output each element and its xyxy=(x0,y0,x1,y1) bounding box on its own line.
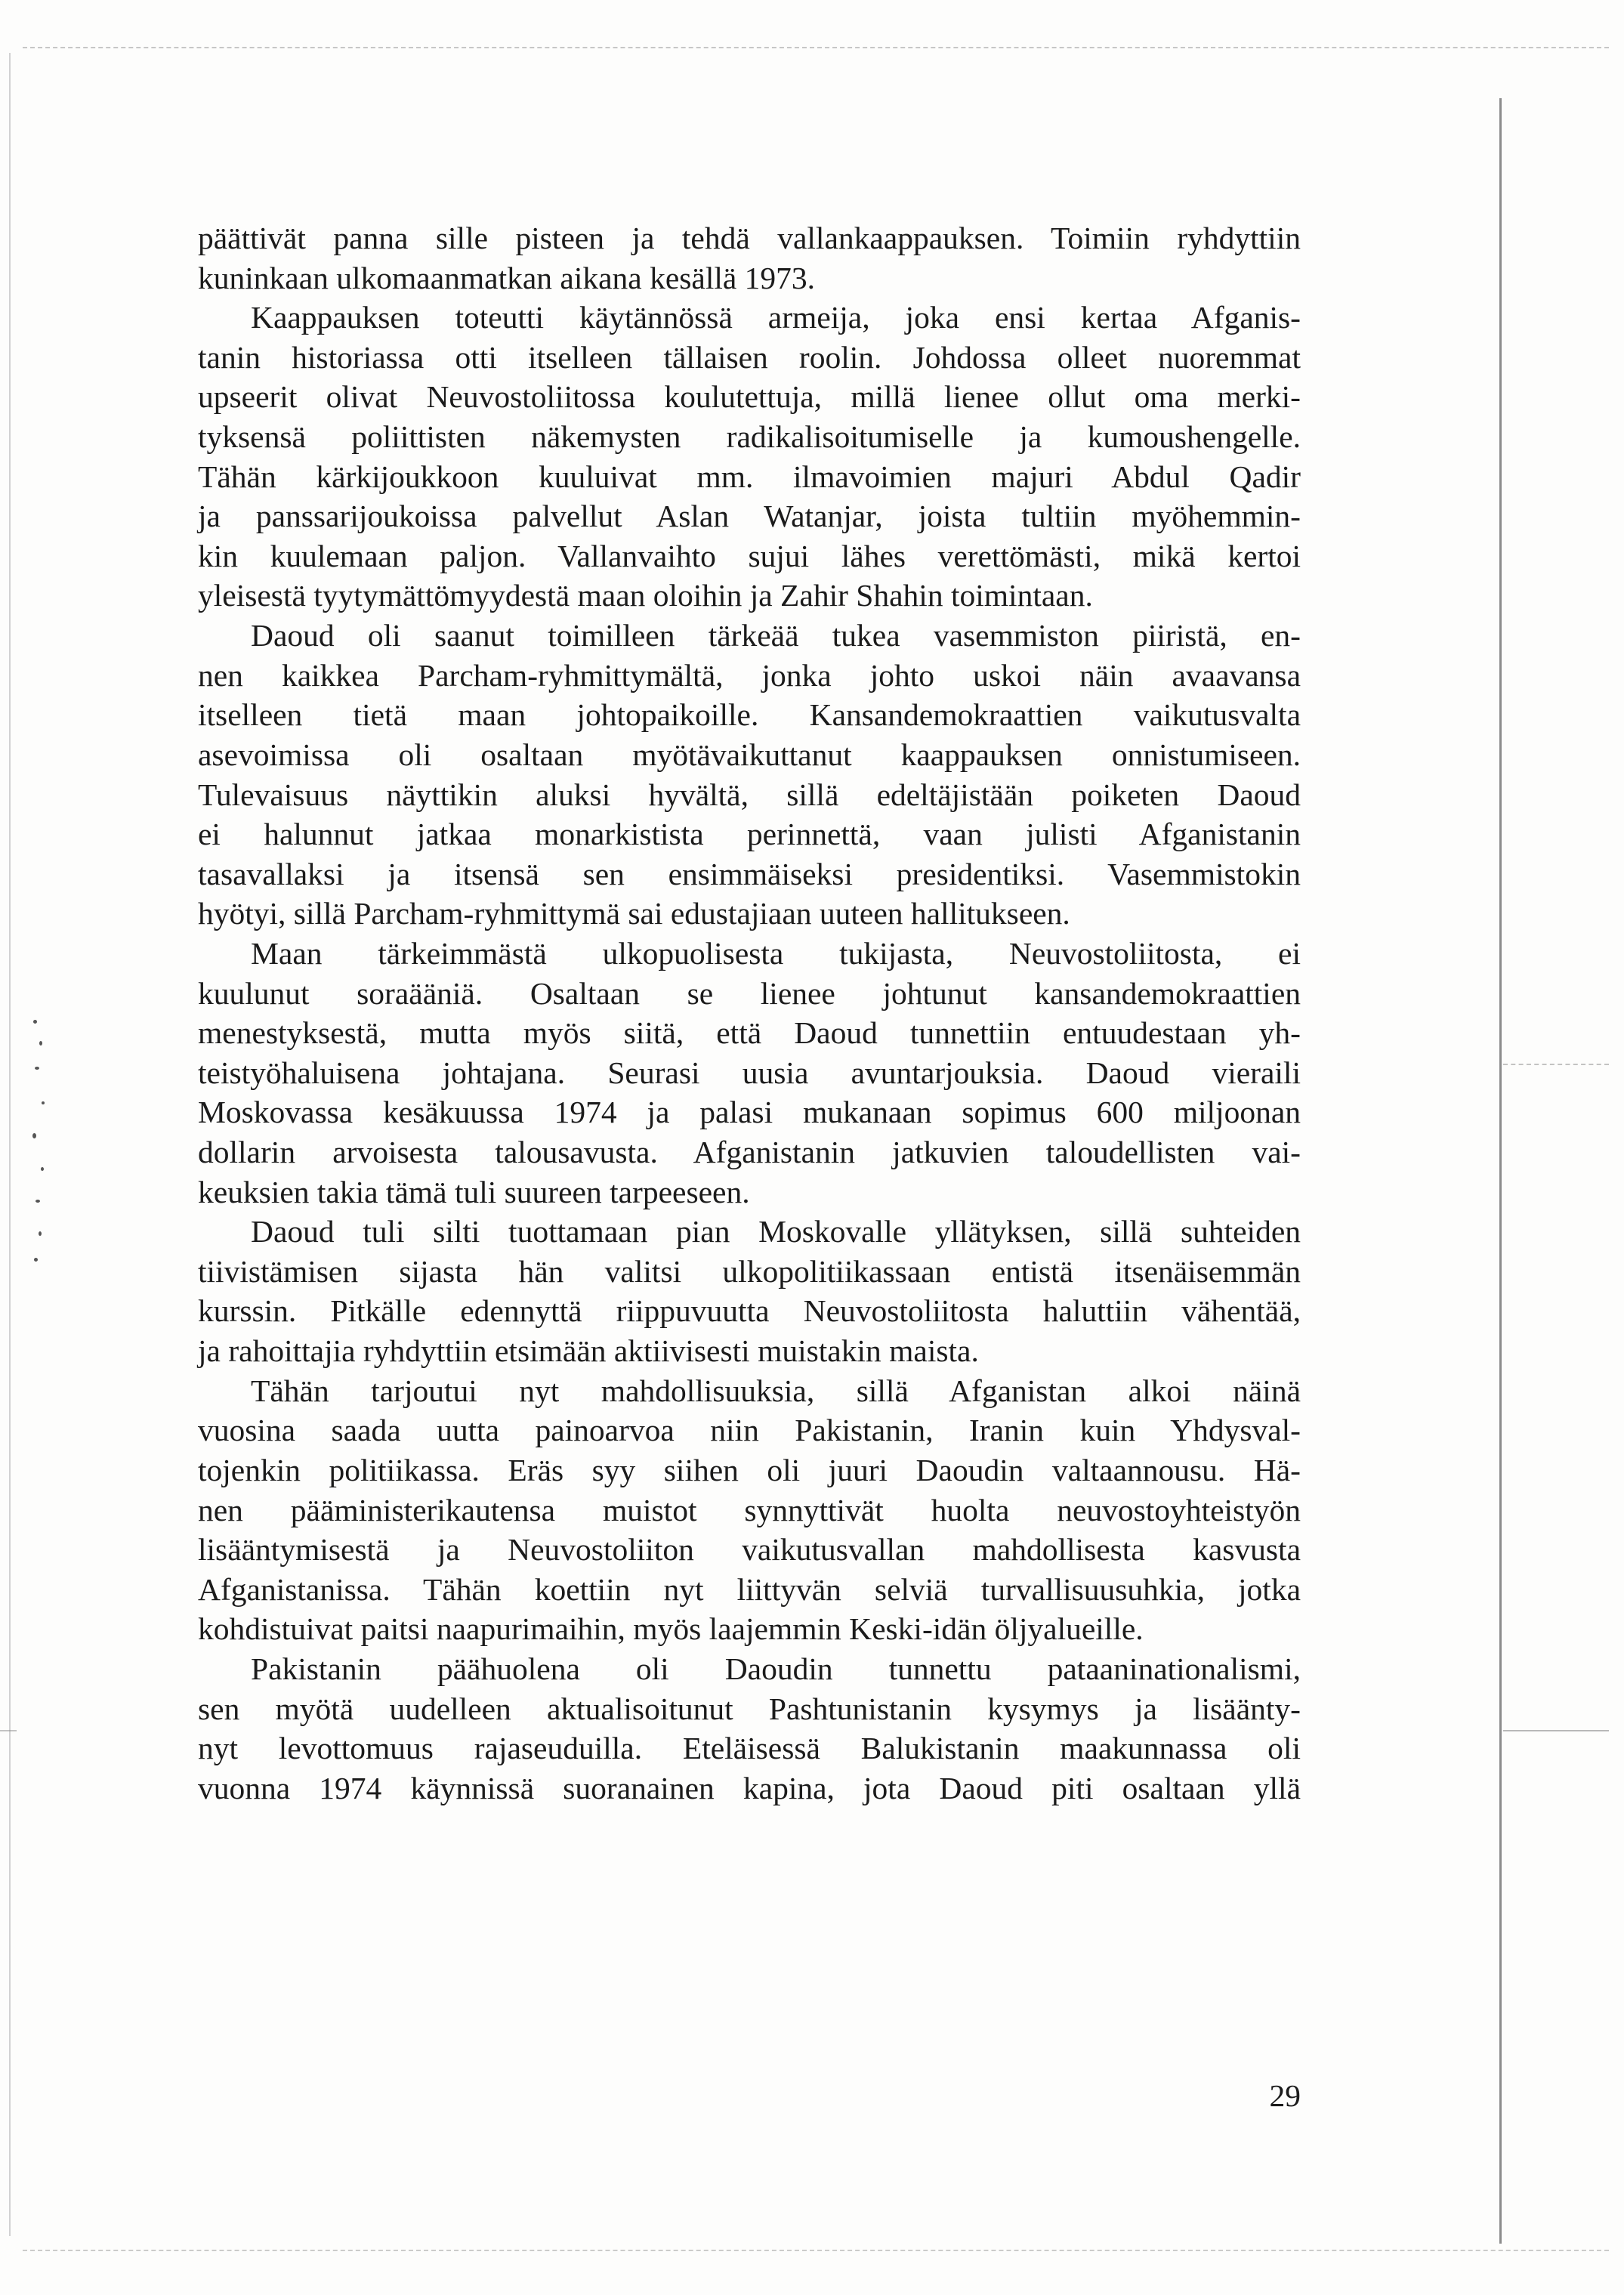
body-text xyxy=(198,218,1301,1808)
scan-mark xyxy=(0,1730,17,1731)
text-line: tiivistämisen sijasta hän valitsi ulkopolitiikassaan entistä itsenäisemmän xyxy=(198,1253,1301,1289)
text-line: tojenkin politiikassa. Eräs syy siihen oli juuri Daoudin valtaannousu. Hä- xyxy=(198,1452,1301,1487)
text-line: tasavallaksi ja itsensä sen ensimmäiseksi presidentiksi. Vasemmistokin xyxy=(198,856,1301,891)
text-line: Daoud tuli silti tuottamaan pian Moskovalle yllätyksen, sillä suhteiden xyxy=(251,1214,1301,1249)
text-line: Pakistanin päähuolena oli Daoudin tunnettu pataaninationalismi, xyxy=(251,1651,1301,1686)
text-line: Maan tärkeimmästä ulkopuolisesta tukijasta, Neuvostoliitosta, ei xyxy=(251,935,1301,971)
text-line: teistyöhaluisena johtajana. Seurasi uusia avuntarjouksia. Daoud vieraili xyxy=(198,1055,1301,1090)
scan-edge-left xyxy=(9,53,11,2236)
page-number: 29 xyxy=(1269,2078,1301,2113)
text-line: nen pääministerikautensa muistot synnyttivät huolta neuvostoyhteistyön xyxy=(198,1492,1301,1527)
text-line: kurssin. Pitkälle edennyttä riippuvuutta Neuvostoliitosta haluttiin vähentää, xyxy=(198,1293,1301,1329)
scan-edge-bottom xyxy=(23,2250,1609,2251)
text-line: nen kaikkea Parcham-ryhmittymältä, jonka johto uskoi näin avaavansa xyxy=(198,657,1301,693)
text-line: menestyksestä, mutta myös siitä, että Daoud tunnettiin entuudestaan yh- xyxy=(198,1015,1301,1051)
text-line: sen myötä uudelleen aktualisoitunut Pashtunistanin kysymys ja lisäänty- xyxy=(198,1691,1301,1726)
text-line: Tähän tarjoutui nyt mahdollisuuksia, sillä Afganistan alkoi näinä xyxy=(251,1373,1301,1408)
text-line: kuulunut soraääniä. Osaltaan se lienee johtunut kansandemokraattien xyxy=(198,975,1301,1011)
text-line: vuonna 1974 käynnissä suoranainen kapina, jota Daoud piti osaltaan yllä xyxy=(198,1770,1301,1805)
text-line: ja panssarijoukoissa palvellut Aslan Watanjar, joista tultiin myöhemmin- xyxy=(198,499,1301,534)
text-line: tanin historiassa otti itselleen tällaisen roolin. Johdossa olleet nuoremmat xyxy=(198,339,1301,375)
text-line: asevoimissa oli osaltaan myötävaikuttanut kaappauksen onnistumiseen. xyxy=(198,737,1301,772)
text-line: Tähän kärkijoukkoon kuuluivat mm. ilmavoimien majuri Abdul Qadir xyxy=(198,459,1301,494)
text-line: Daoud oli saanut toimilleen tärkeää tukea vasemmiston piiristä, en- xyxy=(251,618,1301,653)
text-line: keuksien takia tämä tuli suureen tarpeeseen. xyxy=(198,1174,750,1209)
text-line: kuninkaan ulkomaanmatkan aikana kesällä 1973. xyxy=(198,260,816,295)
text-line: Moskovassa kesäkuussa 1974 ja palasi mukanaan sopimus 600 miljoonan xyxy=(198,1095,1301,1130)
text-line: upseerit olivat Neuvostoliitossa koulutettuja, millä lienee ollut oma merki- xyxy=(198,379,1301,415)
text-line: Tulevaisuus näyttikin aluksi hyvältä, sillä edeltäjistään poiketen Daoud xyxy=(198,777,1301,812)
text-line: yleisestä tyytymättömyydestä maan oloihin ja Zahir Shahin toimintaan. xyxy=(198,578,1093,613)
text-line: Afganistanissa. Tähän koettiin nyt liittyvän selviä turvallisuusuhkia, jotka xyxy=(198,1571,1301,1607)
text-line: kohdistuivat paitsi naapurimaihin, myös laajemmin Keski-idän öljyalueille. xyxy=(198,1611,1144,1647)
scan-speckles xyxy=(30,1012,53,1269)
scan-edge-right xyxy=(1499,98,1502,2244)
text-line: päättivät panna sille pisteen ja tehdä vallankaappauksen. Toimiin ryhdyttiin xyxy=(198,221,1301,255)
text-line: Kaappauksen toteutti käytännössä armeija, joka ensi kertaa Afganis- xyxy=(251,300,1301,335)
text-line: ja rahoittajia ryhdyttiin etsimään aktiivisesti muistakin maista. xyxy=(198,1333,979,1369)
text-line: tyksensä poliittisten näkemysten radikalisoitumiselle ja kumoushengelle. xyxy=(198,419,1301,455)
scan-edge-top xyxy=(23,47,1609,48)
text-line: kin kuulemaan paljon. Vallanvaihto sujui lähes verettömästi, mikä kertoi xyxy=(198,538,1301,573)
text-line: vuosina saada uutta painoarvoa niin Pakistanin, Iranin kuin Yhdysval- xyxy=(198,1413,1301,1448)
text-line: ei halunnut jatkaa monarkistista perinnettä, vaan julisti Afganistanin xyxy=(198,817,1301,852)
scan-mark xyxy=(1503,1064,1609,1065)
text-line: lisääntymisestä ja Neuvostoliiton vaikutusvallan mahdollisesta kasvusta xyxy=(198,1532,1301,1568)
text-line: nyt levottomuus rajaseuduilla. Eteläisessä Balukistanin maakunnassa oli xyxy=(198,1731,1301,1766)
text-line: dollarin arvoisesta talousavusta. Afganistanin jatkuvien taloudellisten vai- xyxy=(198,1135,1301,1170)
text-line: hyötyi, sillä Parcham-ryhmittymä sai edustajiaan uuteen hallitukseen. xyxy=(198,896,1070,931)
scan-mark xyxy=(1503,1730,1609,1731)
text-line: itselleen tietä maan johtopaikoille. Kansandemokraattien vaikutusvalta xyxy=(198,697,1301,733)
